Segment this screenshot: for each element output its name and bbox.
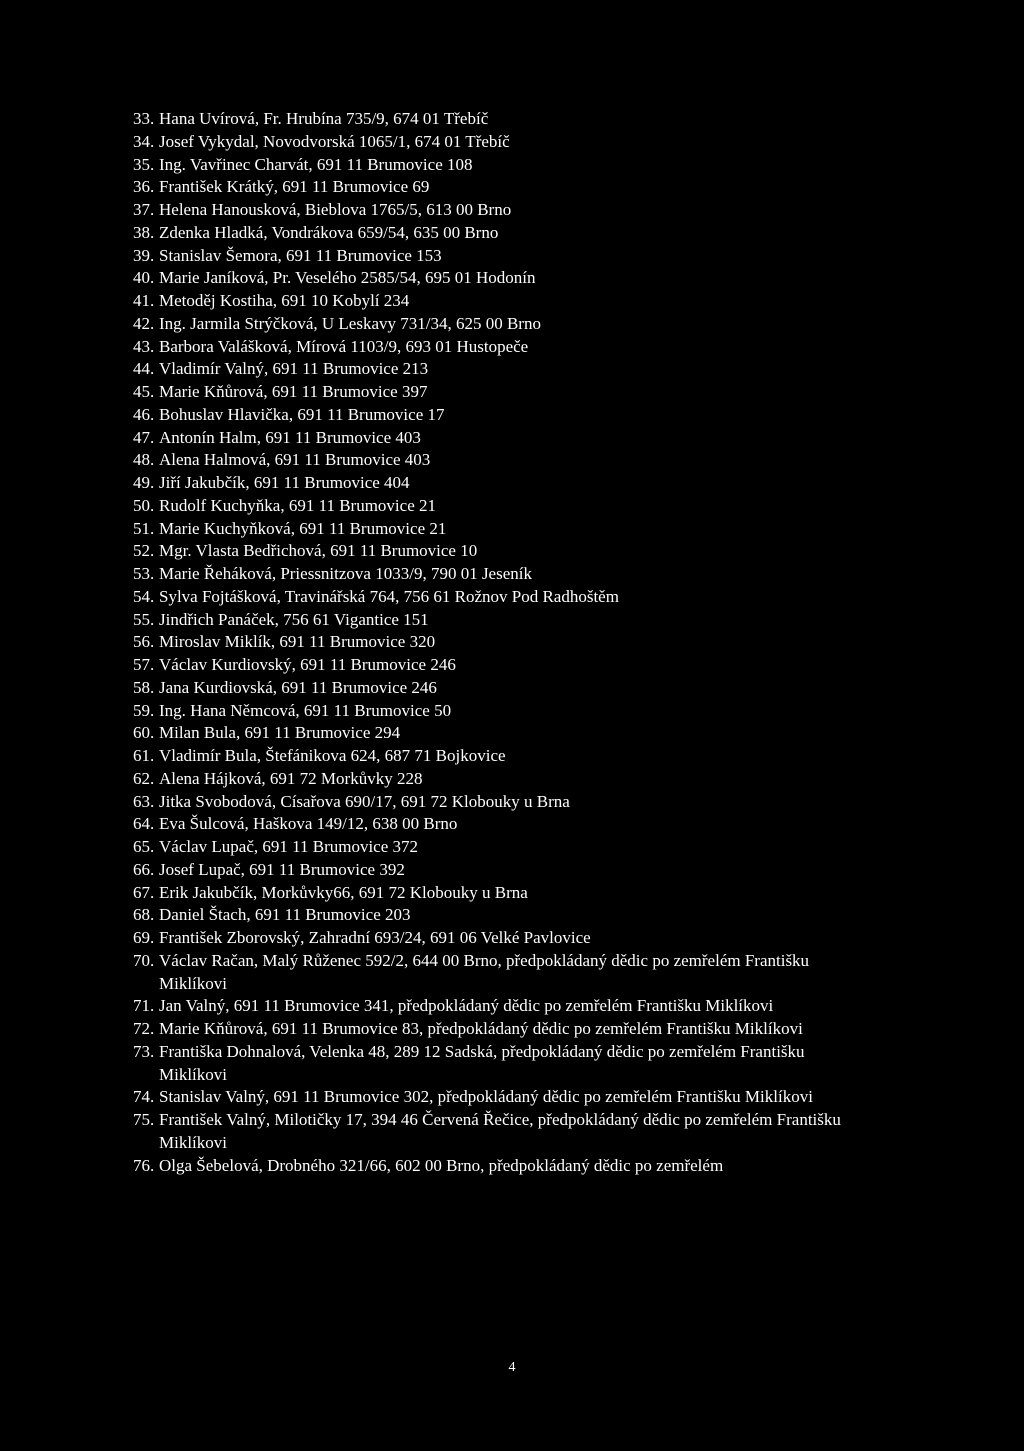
page-number: 4 xyxy=(508,1360,516,1375)
list-item-text: Josef Lupač, 691 11 Brumovice 392 xyxy=(159,859,405,879)
list-item xyxy=(133,859,893,882)
list-item-number: 56. xyxy=(133,632,155,652)
list-item-number: 43. xyxy=(133,336,155,356)
list-item-number: 62. xyxy=(133,768,155,788)
list-item xyxy=(133,108,893,131)
list-item-text: Jan Valný, 691 11 Brumovice 341, předpokládaný dědic po zemřelém Františku Miklíkovi xyxy=(159,996,774,1016)
list-item-number: 59. xyxy=(133,700,155,720)
list-item-number: 75. xyxy=(133,1110,155,1129)
list-item-number: 33. xyxy=(133,109,155,128)
list-item-number: 35. xyxy=(133,154,155,174)
list-item-text: Olga Šebelová, Drobného 321/66, 602 00 Brno, předpokládaný dědic po zemřelém xyxy=(159,1155,724,1175)
list-item-text: Jiří Jakubčík, 691 11 Brumovice 404 xyxy=(159,473,410,492)
list-item-text: Erik Jakubčík, Morkůvky66, 691 72 Klobouky u Brna xyxy=(159,882,528,902)
list-item-number: 47. xyxy=(133,427,155,447)
list-item-text: Václav Račan, Malý Růženec 592/2, 644 00 Brno, předpokládaný dědic po zemřelém Františku Miklíkovi xyxy=(159,950,810,993)
list-item xyxy=(133,518,893,541)
list-item-text: Sylva Fojtášková, Travinářská 764, 756 61 Rožnov Pod Radhoštěm xyxy=(159,586,619,606)
list-item xyxy=(133,381,893,404)
list-item xyxy=(133,768,893,791)
list-item xyxy=(133,540,893,563)
list-item-text: Helena Hanousková, Bieblova 1765/5, 613 00 Brno xyxy=(159,200,512,219)
list-item-text: Ing. Vavřinec Charvát, 691 11 Brumovice 108 xyxy=(159,154,473,174)
list-item-text: Josef Vykydal, Novodvorská 1065/1, 674 01 Třebíč xyxy=(159,131,510,151)
list-item-number: 58. xyxy=(133,677,155,697)
list-item xyxy=(133,358,893,381)
list-item xyxy=(133,950,893,996)
list-item-text: Rudolf Kuchyňka, 691 11 Brumovice 21 xyxy=(159,495,436,515)
list-item-number: 48. xyxy=(133,450,155,470)
list-item xyxy=(133,631,893,654)
list-item xyxy=(133,563,893,586)
list-item-number: 42. xyxy=(133,313,155,333)
list-item-text: Milan Bula, 691 11 Brumovice 294 xyxy=(159,723,401,743)
list-item-number: 40. xyxy=(133,268,155,288)
list-item-text: Eva Šulcová, Haškova 149/12, 638 00 Brno xyxy=(159,814,458,834)
list-item xyxy=(133,245,893,268)
list-item-text: Vladimír Valný, 691 11 Brumovice 213 xyxy=(159,359,429,379)
list-item xyxy=(133,1041,893,1087)
list-item xyxy=(133,1109,893,1155)
list-item xyxy=(133,427,893,450)
list-item-number: 63. xyxy=(133,791,155,811)
list-item xyxy=(133,927,893,950)
list-item-text: František Zborovský, Zahradní 693/24, 691 06 Velké Pavlovice xyxy=(159,928,591,947)
list-item xyxy=(133,336,893,359)
list-item-number: 39. xyxy=(133,245,155,265)
list-item xyxy=(133,995,893,1018)
list-item-text: Marie Kuchyňková, 691 11 Brumovice 21 xyxy=(159,518,447,538)
list-item xyxy=(133,495,893,518)
list-item-text: Ing. Jarmila Strýčková, U Leskavy 731/34, 625 00 Brno xyxy=(159,313,541,333)
list-item-text: Hana Uvírová, Fr. Hrubína 735/9, 674 01 Třebíč xyxy=(159,109,489,128)
list-item-text: Stanislav Šemora, 691 11 Brumovice 153 xyxy=(159,245,442,265)
list-item-number: 73. xyxy=(133,1041,155,1061)
list-item-number: 36. xyxy=(133,177,155,197)
list-item-text: Stanislav Valný, 691 11 Brumovice 302, předpokládaný dědic po zemřelém Františku Miklíkovi xyxy=(159,1087,813,1107)
list-item-text: Daniel Štach, 691 11 Brumovice 203 xyxy=(159,905,411,925)
list-item-text: Alena Halmová, 691 11 Brumovice 403 xyxy=(159,450,431,470)
list-item-number: 76. xyxy=(133,1155,155,1175)
list-item xyxy=(133,745,893,768)
list-item-text: Antonín Halm, 691 11 Brumovice 403 xyxy=(159,427,421,447)
list-item-number: 46. xyxy=(133,404,155,424)
list-item-text: Václav Kurdiovský, 691 11 Brumovice 246 xyxy=(159,655,456,674)
list-item xyxy=(133,313,893,336)
list-item xyxy=(133,654,893,677)
list-item-text: Jindřich Panáček, 756 61 Vigantice 151 xyxy=(159,609,429,629)
list-item xyxy=(133,700,893,723)
list-item-number: 68. xyxy=(133,905,155,925)
list-item xyxy=(133,791,893,814)
list-item-number: 44. xyxy=(133,359,155,379)
list-item-text: Vladimír Bula, Štefánikova 624, 687 71 Bojkovice xyxy=(159,746,506,765)
list-item-text: Ing. Hana Němcová, 691 11 Brumovice 50 xyxy=(159,700,452,720)
list-item-text: Alena Hájková, 691 72 Morkůvky 228 xyxy=(159,768,423,788)
list-item-number: 37. xyxy=(133,200,155,219)
list-item-number: 71. xyxy=(133,996,155,1016)
list-item xyxy=(133,677,893,700)
list-item-text: Mgr. Vlasta Bedřichová, 691 11 Brumovice 10 xyxy=(159,541,478,561)
list-item-number: 67. xyxy=(133,882,155,902)
list-item xyxy=(133,199,893,222)
list-item-number: 61. xyxy=(133,746,155,765)
list-item-number: 69. xyxy=(133,928,155,947)
list-item-number: 74. xyxy=(133,1087,155,1107)
list-item xyxy=(133,586,893,609)
list-item-number: 57. xyxy=(133,655,155,674)
list-item-number: 53. xyxy=(133,564,155,583)
list-item xyxy=(133,722,893,745)
list-item xyxy=(133,176,893,199)
list-item-text: Miroslav Miklík, 691 11 Brumovice 320 xyxy=(159,632,436,652)
list-item-number: 65. xyxy=(133,837,155,856)
list-item-text: Františka Dohnalová, Velenka 48, 289 12 Sadská, předpokládaný dědic po zemřelém Františku Miklíkovi xyxy=(159,1041,805,1084)
list-item xyxy=(133,449,893,472)
list-item xyxy=(133,131,893,154)
list-item-text: Barbora Valášková, Mírová 1103/9, 693 01 Hustopeče xyxy=(159,336,529,356)
list-item xyxy=(133,904,893,927)
list-item-text: František Valný, Milotičky 17, 394 46 Červená Řečice, předpokládaný dědic po zemřelém Františku Miklíkovi xyxy=(159,1110,841,1152)
list-item xyxy=(133,882,893,905)
list-item xyxy=(133,222,893,245)
list-item-text: Zdenka Hladká, Vondrákova 659/54, 635 00 Brno xyxy=(159,222,499,242)
list-item xyxy=(133,472,893,495)
list-item-text: Marie Kňůrová, 691 11 Brumovice 397 xyxy=(159,382,428,401)
list-item-number: 66. xyxy=(133,859,155,879)
list-item-text: Marie Řeháková, Priessnitzova 1033/9, 790 01 Jeseník xyxy=(159,564,532,583)
list-item-number: 52. xyxy=(133,541,155,561)
list-item-text: Metoděj Kostiha, 691 10 Kobylí 234 xyxy=(159,291,410,310)
list-item-text: Jana Kurdiovská, 691 11 Brumovice 246 xyxy=(159,677,437,697)
list-item-number: 60. xyxy=(133,723,155,743)
list-item xyxy=(133,1155,893,1178)
list-item-number: 41. xyxy=(133,291,155,310)
list-item-text: Marie Janíková, Pr. Veselého 2585/54, 695 01 Hodonín xyxy=(159,268,536,288)
list-item-text: Marie Kňůrová, 691 11 Brumovice 83, předpokládaný dědic po zemřelém Františku Miklíkovi xyxy=(159,1019,803,1038)
list-item-text: Bohuslav Hlavička, 691 11 Brumovice 17 xyxy=(159,404,445,424)
list-item xyxy=(133,404,893,427)
list-item-number: 45. xyxy=(133,382,155,401)
list-item-number: 50. xyxy=(133,495,155,515)
list-item xyxy=(133,154,893,177)
list-item xyxy=(133,267,893,290)
list-item-number: 64. xyxy=(133,814,155,834)
list-item xyxy=(133,290,893,313)
list-item-text: Jitka Svobodová, Císařova 690/17, 691 72 Klobouky u Brna xyxy=(159,791,570,811)
list-item-number: 49. xyxy=(133,473,155,492)
list-item xyxy=(133,1086,893,1109)
list-item-number: 72. xyxy=(133,1019,155,1038)
recipient-list xyxy=(133,108,893,1177)
list-item-text: Václav Lupač, 691 11 Brumovice 372 xyxy=(159,837,419,856)
list-item-number: 70. xyxy=(133,950,155,970)
list-item-text: František Krátký, 691 11 Brumovice 69 xyxy=(159,177,430,197)
list-item-number: 51. xyxy=(133,518,155,538)
list-item xyxy=(133,609,893,632)
list-item-number: 38. xyxy=(133,222,155,242)
list-item xyxy=(133,813,893,836)
list-item-number: 34. xyxy=(133,131,155,151)
list-item-number: 54. xyxy=(133,586,155,606)
list-item xyxy=(133,1018,893,1041)
list-item-number: 55. xyxy=(133,609,155,629)
list-item xyxy=(133,836,893,859)
